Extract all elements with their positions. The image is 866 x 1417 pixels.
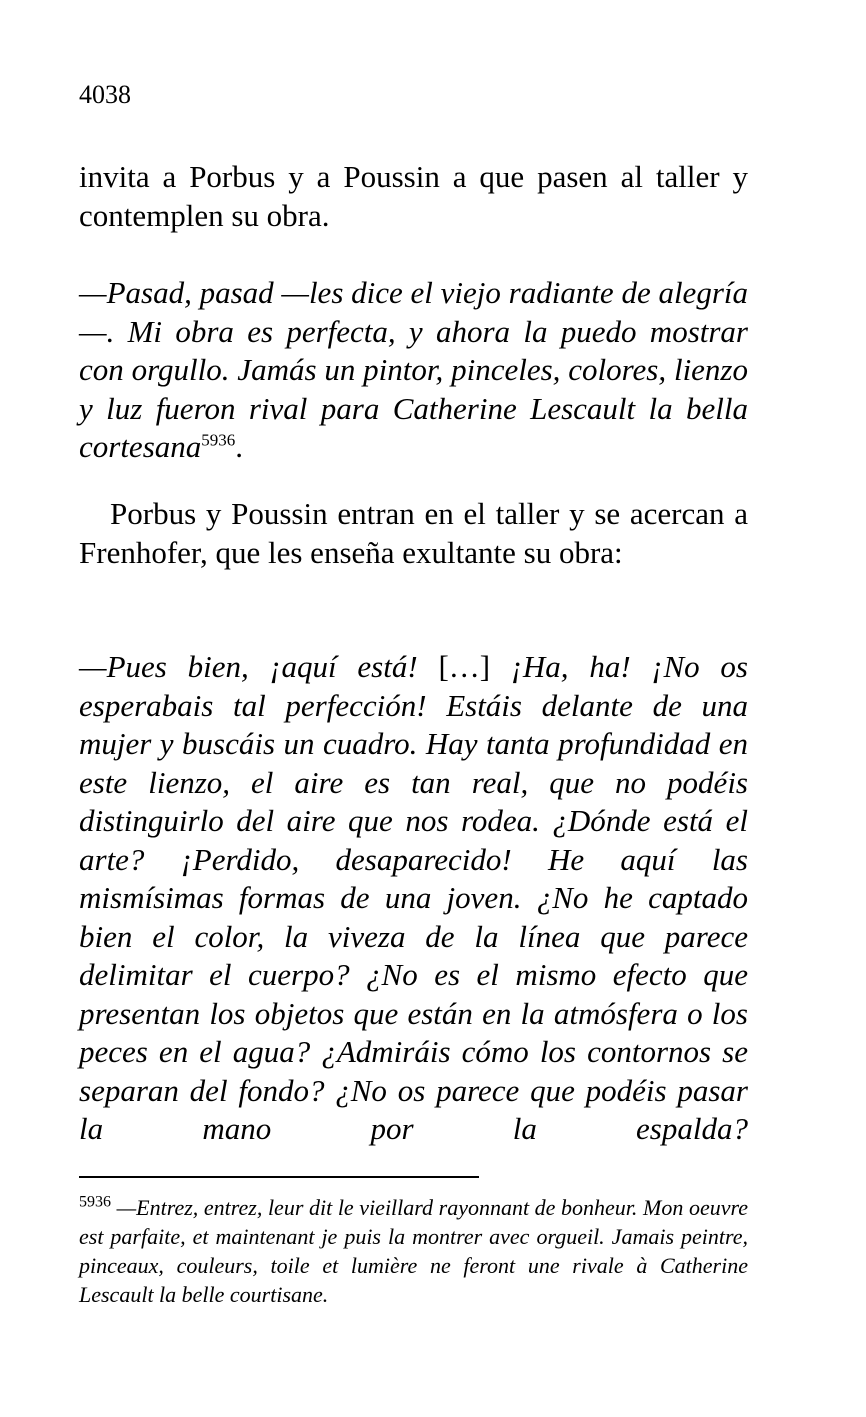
quote-lead: —Pues bien, ¡aquí está! xyxy=(79,649,439,684)
footnote xyxy=(79,1193,748,1309)
paragraph-narration-1: invita a Porbus y a Poussin a que pasen al taller y contemplen su obra. xyxy=(79,159,748,233)
paragraph-narration-2: Porbus y Poussin entran en el taller y se acercan a Frenhofer, que les enseña exultante su obra: xyxy=(79,496,748,570)
quote-text: —Pasad, pasad —les dice el viejo radiante de alegría—. Mi obra es perfecta, y ahora la puedo mostrar con orgullo. Jamás un pintor, pinceles, colores, lienzo y luz fueron rival para Catherine Lescault la bella cortesana xyxy=(79,275,748,464)
paragraph-quote-2 xyxy=(79,648,748,1149)
paragraph-quote-1 xyxy=(79,274,748,467)
footnote-text: —Entrez, entrez, leur dit le vieillard rayonnant de bonheur. Mon oeuvre est parfaite, et maintenant je puis la montrer avec orgueil. Jamais peintre, pinceaux, couleurs, toile et lumière ne feront une rivale à Catherine Lescault la belle courtisane. xyxy=(79,1195,748,1307)
footnote-number: 5936 xyxy=(79,1193,111,1211)
footnote-reference[interactable]: 5936 xyxy=(201,430,236,450)
ellipsis-omission: […] xyxy=(438,649,491,684)
footnote-separator xyxy=(79,1176,479,1178)
page-number: 4038 xyxy=(79,80,131,109)
quote-end-punctuation: . xyxy=(235,429,244,464)
quote-body: ¡Ha, ha! ¡No os esperabais tal perfección! Estáis delante de una mujer y buscáis un cuadro. Hay tanta profundidad en este lienzo, el aire es tan real, que no podéis distinguirlo del aire que nos rodea. ¿Dónde está el arte? ¡Perdido, desaparecido! He aquí las mismísimas formas de una joven. ¿No he captado bien el color, la viveza de la línea que parece delimitar el cuerpo? ¿No es el mismo efecto que presentan los objetos que están en la atmósfera o los peces en el agua? ¿Admiráis cómo los contornos se separan del fondo? ¿No os parece que podéis pasar la mano por la espalda? xyxy=(79,649,748,1146)
